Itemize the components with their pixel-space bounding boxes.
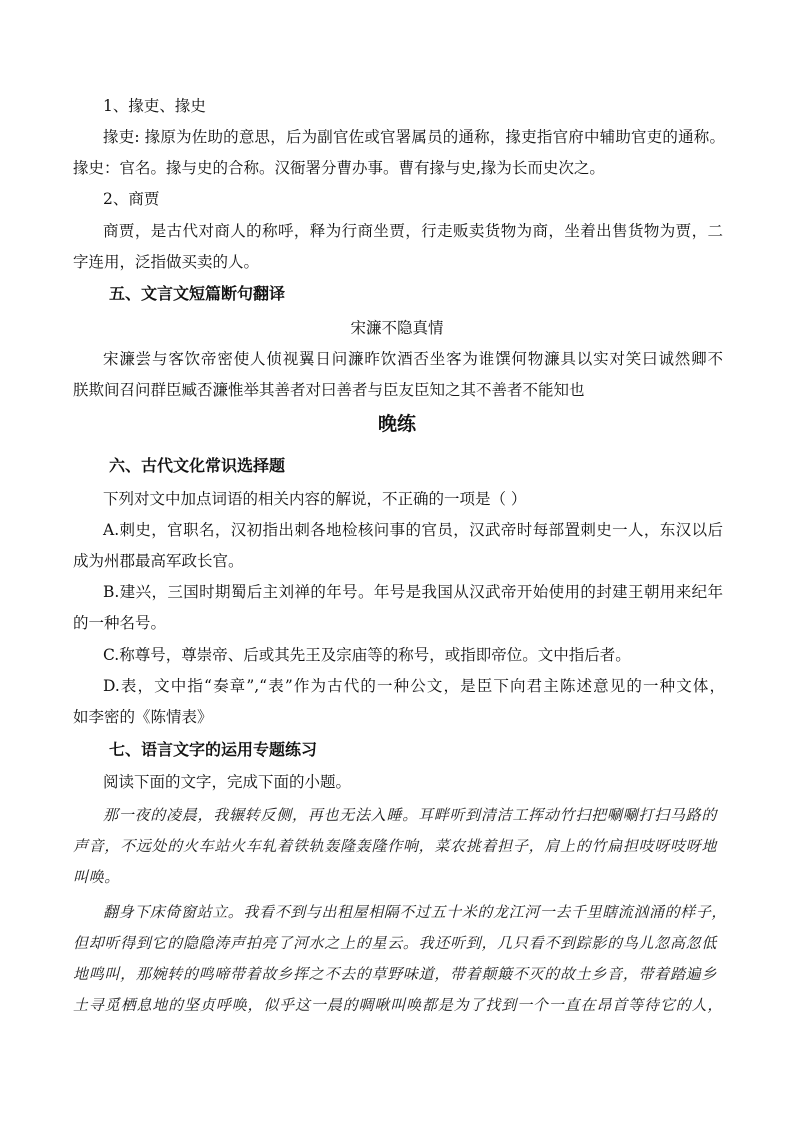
item2-paragraph-line1: 商贾，是古代对商人的称呼，释为行商坐贾，行走贩卖货物为商，坐着出售货物为贾，二 <box>103 222 723 240</box>
item1-title: 1、掾吏、掾史 <box>103 97 206 115</box>
passage-line2: 朕欺间召问群臣臧否濂惟举其善者对曰善者与臣友臣知之其不善者不能知也 <box>73 381 585 399</box>
section6-heading: 六、古代文化常识选择题 <box>109 456 286 475</box>
passage-line1: 宋濂尝与客饮帝密使人侦视翼日问濂昨饮酒否坐客为谁馔何物濂具以实对笑曰诚然卿不 <box>103 350 723 368</box>
option-a-line1: A.刺史，官职名，汉初指出刺各地检核问事的官员，汉武帝时每部置刺史一人，东汉以后 <box>103 521 723 539</box>
option-b-line2: 的一种名号。 <box>73 614 167 632</box>
item1-paragraph-line1: 掾吏: 掾原为佐助的意思，后为副官佐或官署属员的通称，掾吏指官府中辅助官吏的通称。 <box>103 128 725 146</box>
reading-p1-line2: 声音，不远处的火车站火车轧着铁轨轰隆轰隆作响，菜农挑着担子，肩上的竹扁担吱呀吱呀地 <box>73 837 717 855</box>
option-b-line1: B.建兴，三国时期蜀后主刘禅的年号。年号是我国从汉武帝开始使用的封建王朝用来纪年 <box>103 583 723 601</box>
question-text: 下列对文中加点词语的相关内容的解说，不正确的一项是（ ） <box>103 490 527 508</box>
reading-p2-line2: 但却听得到它的隐隐涛声拍亮了河水之上的星云。我还听到，几只看不到踪影的鸟儿忽高忽低 <box>73 934 717 952</box>
option-c-line1: C.称尊号，尊崇帝、后或其先王及宗庙等的称号，或指即帝位。文中指后者。 <box>103 646 631 664</box>
reading-p2-line3: 地鸣叫，那婉转的鸣啼带着故乡挥之不去的草野味道，带着颠簸不灭的故土乡音，带着踏遍乡 <box>73 965 717 983</box>
item2-title: 2、商贾 <box>103 190 160 208</box>
reading-p1-line1: 那一夜的凌晨，我辗转反侧，再也无法入睡。耳畔听到清洁工挥动竹扫把唰唰打扫马路的 <box>103 806 717 824</box>
option-a-line2: 成为州郡最高军政长官。 <box>73 552 244 570</box>
item2-paragraph-line2: 字连用，泛指做买卖的人。 <box>73 253 260 271</box>
section5-heading: 五、文言文短篇断句翻译 <box>109 284 286 303</box>
reading-p1-line3: 叫唤。 <box>73 868 120 886</box>
section7-heading: 七、语言文字的运用专题练习 <box>109 740 318 759</box>
reading-instruction: 阅读下面的文字，完成下面的小题。 <box>103 773 352 791</box>
item1-paragraph-line2: 掾史：官名。掾与史的合称。汉衙署分曹办事。曹有掾与史,掾为长而史次之。 <box>73 159 605 177</box>
evening-title: 晚练 <box>377 413 416 435</box>
reading-p2-line4: 土寻觅栖息地的坚贞呼唤，似乎这一晨的啁啾叫唤都是为了找到一个一直在昂首等待它的人， <box>73 996 723 1014</box>
option-d-line1: D.表，文中指“奏章”,“表”作为古代的一种公文，是臣下向君主陈述意见的一种文体， <box>103 677 725 695</box>
reading-p2-line1: 翻身下床倚窗站立。我看不到与出租屋相隔不过五十米的龙江河一去千里瞎流汹涌的样子， <box>103 903 728 921</box>
passage-title: 宋濂不隐真情 <box>350 319 444 337</box>
option-d-line2: 如李密的《陈情表》 <box>73 708 213 726</box>
